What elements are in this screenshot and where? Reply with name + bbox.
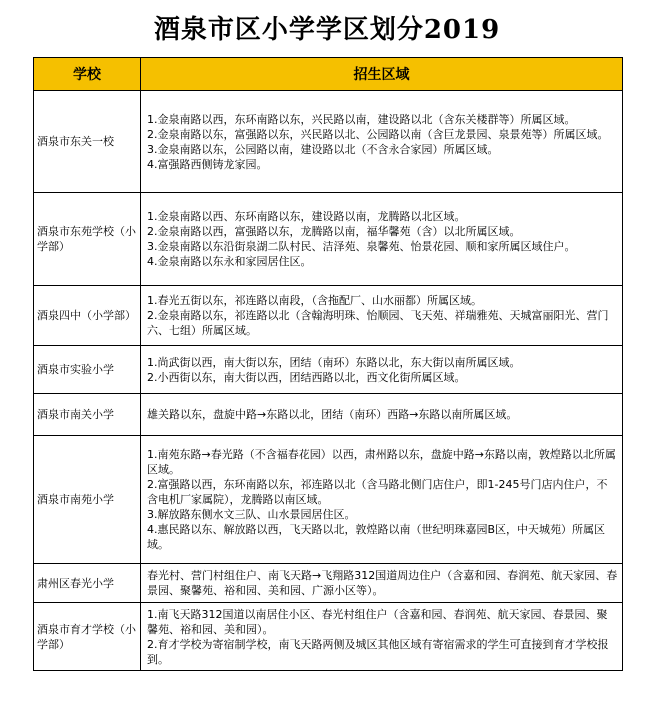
table-row	[34, 346, 623, 394]
area-line: 1.南飞天路312国道以南居住小区、春光村组住户（含嘉和园、春润苑、航天家园、春景园、聚馨苑、裕和园、美和园）。	[147, 607, 608, 636]
enrollment-area	[141, 193, 623, 286]
area-line: 3.金泉南路以东沿街泉湖二队村民、洁泽苑、泉馨苑、怡景花园、顺和家所属区域住户。	[147, 240, 576, 253]
area-line: 1.南苑东路→春光路（不含福春花园）以西，肃州路以东，盘旋中路→东路以南，敦煌路以北所属区域。	[147, 448, 616, 476]
enrollment-area	[141, 394, 623, 436]
area-line: 2.育才学校为寄宿制学校，南飞天路两侧及城区其他区域有寄宿需求的学生可直接到育才学校报到。	[147, 637, 609, 666]
school-name: 酒泉市东关一校	[34, 91, 141, 193]
enrollment-area	[141, 603, 623, 671]
school-name: 酒泉市东苑学校（小学部）	[34, 193, 141, 286]
table-header-row	[34, 58, 623, 91]
enrollment-area	[141, 564, 623, 603]
area-line: 1.金泉南路以西，东环南路以东，兴民路以南，建设路以北（含东关楼群等）所属区域。	[147, 112, 576, 126]
enrollment-area	[141, 286, 623, 346]
area-line: 2.金泉南路以西，富强路以东，龙腾路以南，福华馨苑（含）以北所属区域。	[147, 225, 521, 238]
area-line: 1.金泉南路以西、东环南路以东，建设路以南，龙腾路以北区域。	[147, 210, 466, 223]
area-line: 1.春光五街以东，祁连路以南段，（含拖配厂、山水丽都）所属区域。	[147, 294, 482, 307]
area-line: 2.小西街以东，南大街以西，团结西路以北，西文化街所属区域。	[147, 370, 466, 384]
area-line: 春光村、营门村组住户、南飞天路→飞翔路312国道周边住户（含嘉和园、春润苑、航天家园、春景园、聚馨苑、裕和园、美和园、广源小区等）。	[147, 569, 618, 597]
area-line: 2.金泉南路以东，富强路以东，兴民路以北、公园路以南（含巨龙景园、泉景苑等）所属区域。	[147, 127, 609, 141]
school-name: 酒泉市南关小学	[34, 394, 141, 436]
school-district-table	[33, 57, 623, 671]
table-row	[34, 394, 623, 436]
school-name: 酒泉市南苑小学	[34, 436, 141, 564]
column-header-area: 招生区域	[141, 58, 623, 91]
enrollment-area	[141, 91, 623, 193]
area-line: 4.富强路西侧铸龙家园。	[147, 157, 268, 171]
table-row	[34, 193, 623, 286]
column-header-school: 学校	[34, 58, 141, 91]
table-row	[34, 436, 623, 564]
area-line: 4.金泉南路以东永和家园居住区。	[147, 255, 312, 268]
table-row	[34, 603, 623, 671]
area-line: 1.尚武街以西，南大街以东，团结（南环）东路以北，东大街以南所属区域。	[147, 355, 521, 369]
area-line: 2.金泉南路以东，祁连路以北（含翰海明珠、怡顺园、飞天苑、祥瑞雅苑、天城富丽阳光、营门六、七组）所属区域。	[147, 309, 609, 337]
school-name: 酒泉四中（小学部）	[34, 286, 141, 346]
enrollment-area	[141, 346, 623, 394]
table-row	[34, 91, 623, 193]
area-line: 雄关路以东，盘旋中路→东路以北，团结（南环）西路→东路以南所属区域。	[147, 408, 518, 421]
page-title: 酒泉市区小学学区划分2019	[153, 15, 501, 45]
school-name: 肃州区春光小学	[34, 564, 141, 603]
area-line: 3.金泉南路以东，公园路以南，建设路以北（不含永合家园）所属区域。	[147, 142, 499, 156]
area-line: 3.解放路东侧水文三队、山水景园居住区。	[147, 508, 356, 521]
area-line: 2.富强路以西，东环南路以东，祁连路以北（含马路北侧门店住户，即1-245号门店内住户，不含电机厂家属院），龙腾路以南区域。	[147, 478, 608, 506]
school-name: 酒泉市育才学校（小学部）	[34, 603, 141, 671]
area-line: 4.惠民路以东、解放路以西，飞天路以北，敦煌路以南（世纪明珠嘉园B区，中天城苑）所属区域。	[147, 523, 606, 551]
table-row	[34, 286, 623, 346]
enrollment-area	[141, 436, 623, 564]
table-row	[34, 564, 623, 603]
school-name: 酒泉市实验小学	[34, 346, 141, 394]
